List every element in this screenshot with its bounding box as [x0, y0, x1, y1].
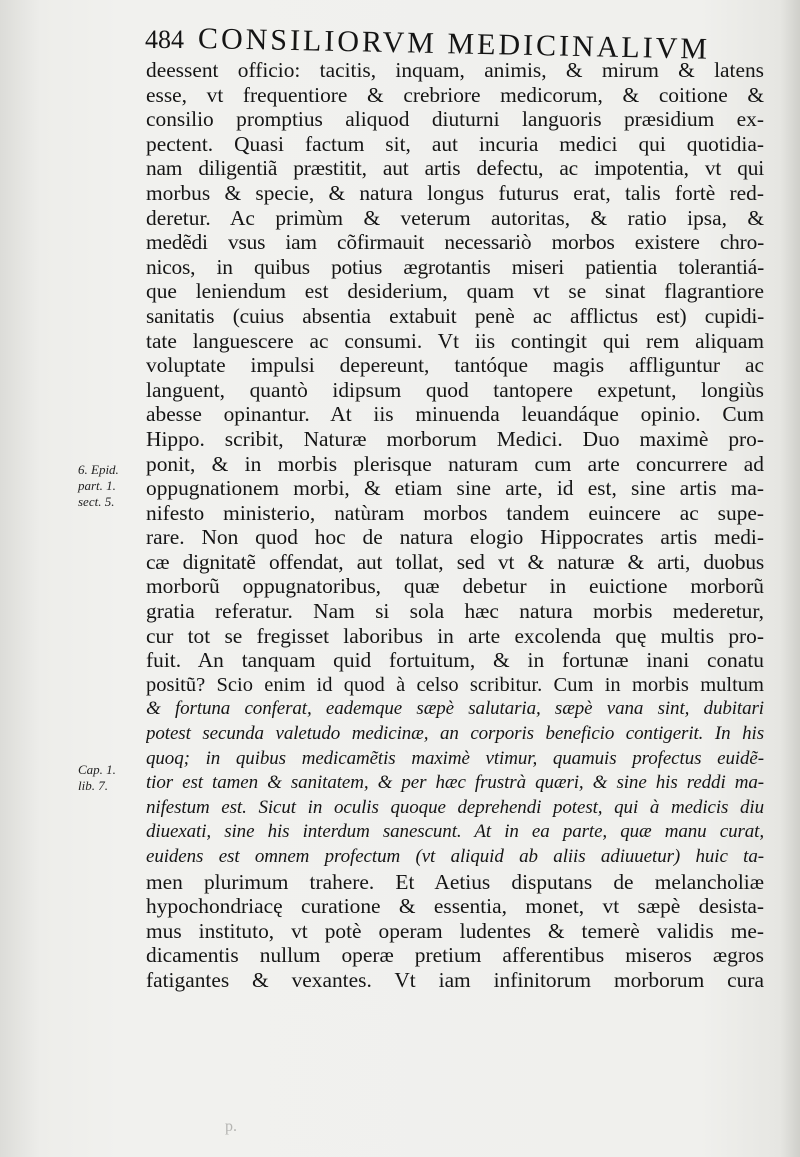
text-line: positũ? Scio enim id quod à celso scribitur. Cum in morbis multum	[146, 673, 764, 696]
text-line: ponit, & in morbis plerisque naturam cum arte concurrere ad	[146, 451, 764, 476]
text-line: gratia referatur. Nam si sola hæc natura morbis mederetur,	[146, 599, 764, 624]
margin-note-line: lib. 7.	[78, 778, 108, 793]
text-line: abesse opinantur. At iis minuenda leuandáque opinio. Cum	[146, 402, 764, 427]
text-line: deretur. Ac primùm & veterum autoritas, & ratio ipsa, &	[146, 205, 764, 230]
margin-note-line: Cap. 1.	[78, 762, 116, 777]
text-line: euidens est omnem profectum (vt aliquid ab aliis adiuuetur) huic ta-	[146, 846, 764, 867]
text-line: languent, quantò idipsum quod tantopere expetunt, longiùs	[146, 377, 764, 402]
margin-note-line: part. 1.	[78, 478, 116, 493]
text-line: dicamentis nullum operæ pretium afferentibus miseros ægros	[146, 943, 764, 968]
text-line: medẽdi vsus iam cõfirmauit necessariò morbos existere chro-	[146, 230, 764, 255]
margin-note-epidemics	[78, 462, 140, 510]
text-line: esse, vt frequentiore & crebriore medicorum, & coitione &	[146, 82, 764, 107]
text-line: quoq; in quibus medicamẽtis maximè vtimur, quamuis profectus euidẽ-	[146, 747, 764, 769]
text-line: nicos, in quibus potius ægrotantis miseri patientia tolerantiá-	[146, 254, 764, 279]
text-line: cæ dignitatẽ offendat, aut tollat, sed vt & naturæ & arti, duobus	[146, 549, 764, 574]
text-line: potest secunda valetudo medicinæ, an corporis beneficio contigerit. In his	[146, 723, 764, 745]
text-line: deessent officio: tacitis, inquam, animis, & mirum & latens	[146, 58, 764, 82]
text-line: mus instituto, vt potè operam ludentes & temerè validis me-	[146, 918, 764, 943]
margin-note-celsus	[78, 762, 140, 794]
text-line: morbus & specie, & natura longus futurus erat, talis fortè red-	[146, 180, 764, 205]
text-line: cur tot se fregisset laboribus in arte excolenda quę multis pro-	[146, 623, 764, 648]
text-line: consilio promptius aliquod diuturni languoris præsidium ex-	[146, 107, 764, 132]
text-line: men plurimum trahere. Et Aetius disputans de melancholiæ	[146, 869, 764, 894]
text-line: diuexati, sine his interdum sanescunt. At in ea parte, quæ manu curat,	[146, 821, 764, 843]
text-line: rare. Non quod hoc de natura elogio Hippocrates artis medi-	[146, 525, 764, 550]
text-line: & fortuna conferat, eademque sæpè salutaria, sæpè vana sint, dubitari	[146, 698, 764, 720]
body-text	[146, 58, 764, 993]
page-number: 484	[145, 25, 184, 54]
text-line: tior est tamen & sanitatem, & per hæc frustrà quæri, & sine his reddi ma-	[146, 772, 764, 794]
bleed-through-mark: p.	[225, 1118, 237, 1135]
text-line: nam diligentiã præstitit, aut artis defectu, ac impotentia, vt qui	[146, 156, 764, 181]
text-line: fatigantes & vexantes. Vt iam infinitorum morborum cura	[146, 967, 764, 992]
text-line: oppugnationem morbi, & etiam sine arte, id est, sine artis ma-	[146, 476, 764, 501]
text-line: Hippo. scribit, Naturæ morborum Medici. Duo maximè pro-	[146, 426, 764, 451]
text-line: nifestum est. Sicut in oculis quoque deprehendi potest, qui à medicis diu	[146, 796, 764, 818]
text-line: morborũ oppugnatoribus, quæ debetur in euictione morborũ	[146, 574, 764, 599]
text-line: nifesto ministerio, natùram morbos tandem euincere ac supe-	[146, 500, 764, 525]
margin-note-line: 6. Epid.	[78, 462, 119, 477]
text-line: hypochondriacę curatione & essentia, monet, vt sæpè desista-	[146, 894, 764, 919]
text-line: pectent. Quasi factum sit, aut incuria medici qui quotidia-	[146, 131, 764, 156]
text-line: sanitatis (cuius absentia extabuit penè ac afflictus est) cupidi-	[146, 303, 764, 328]
running-head: CONSILIORVM MEDICINALIVM	[197, 22, 711, 66]
text-line: voluptate impulsi depereunt, tantóque magis affliguntur ac	[146, 353, 764, 378]
text-line: fuit. An tanquam quid fortuitum, & in fortunæ inani conatu	[146, 648, 764, 673]
text-line: que leniendum est desiderium, quam vt se sinat flagrantiore	[146, 279, 764, 304]
text-line: tate languescere ac consumi. Vt iis contingit qui rem aliquam	[146, 328, 764, 353]
margin-note-line: sect. 5.	[78, 494, 115, 509]
